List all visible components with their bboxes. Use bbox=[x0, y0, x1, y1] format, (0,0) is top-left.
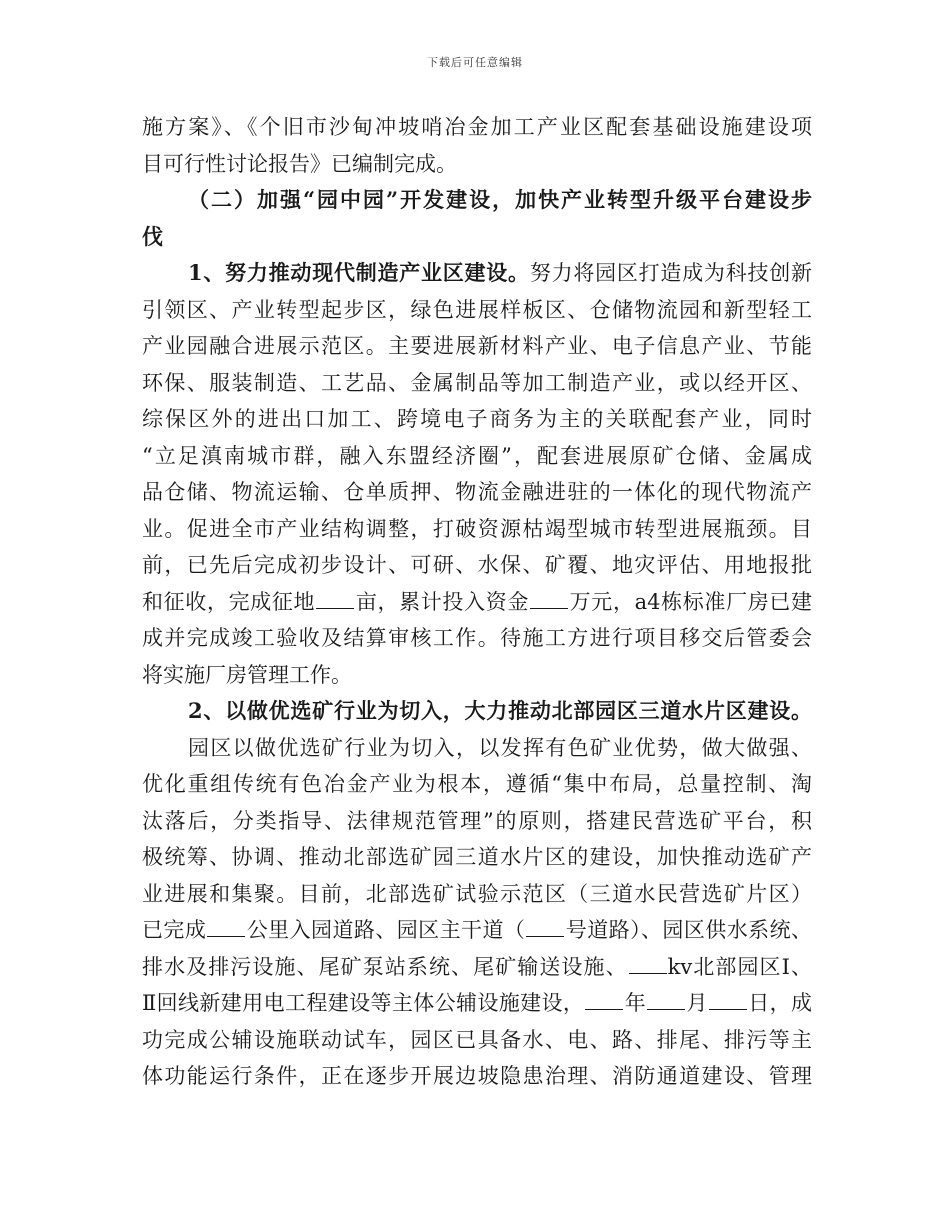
fill-blank bbox=[530, 588, 568, 609]
text-fragment: 日，成 bbox=[747, 991, 812, 1015]
text-fragment: Ⅱ回线新建用电工程建设等主体公辅设施建设， bbox=[142, 991, 585, 1015]
text-fragment: 和征收，完成征地 bbox=[142, 589, 316, 614]
text-line-with-blanks bbox=[142, 949, 812, 986]
fill-blank bbox=[316, 588, 354, 609]
text-fragment: kv北部园区Ⅰ、 bbox=[667, 954, 812, 979]
text-fragment: 万元，a4栋标准厂房已建 bbox=[569, 589, 813, 614]
text-fragment: 月 bbox=[686, 991, 708, 1015]
fill-blank bbox=[207, 916, 245, 937]
fill-blank bbox=[709, 989, 747, 1010]
text-line: 极统筹、协调、推动北部选矿园三道水片区的建设，加快推动选矿产 bbox=[142, 845, 812, 869]
text-line: 体功能运行条件，正在逐步开展边坡隐患治理、消防通道建设、管理 bbox=[142, 1064, 812, 1088]
text-line: 前，已先后完成初步设计、可研、水保、矿覆、地灾评估、用地报批 bbox=[142, 553, 812, 577]
fill-blank bbox=[585, 989, 623, 1010]
text-line: 将实施厂房管理工作。 bbox=[142, 662, 352, 687]
subsection-title: 1、努力推动现代制造产业区建设。 bbox=[188, 260, 530, 285]
text-fragment: 号道路）、园区供水系统、 bbox=[565, 918, 813, 942]
document-body bbox=[142, 109, 812, 1095]
text-line-with-blanks bbox=[142, 912, 812, 949]
text-line: “立足滇南城市群，融入东盟经济圈”，配套进展原矿仓储、金属成 bbox=[142, 443, 812, 468]
text-line: 优化重组传统有色冶金产业为根本，遵循“集中布局，总量控制、淘 bbox=[142, 772, 812, 796]
text-line: 园区以做优选矿行业为切入，以发挥有色矿业优势，做大做强、 bbox=[188, 735, 812, 760]
text-fragment: 努力将园区打造成为科技创新 bbox=[529, 261, 812, 285]
section-heading: （二）加强“园中园”开发建设，加快产业转型升级平台建设步 bbox=[188, 187, 812, 212]
text-line: 产业园融合进展示范区。主要进展新材料产业、电子信息产业、节能 bbox=[142, 334, 812, 358]
text-fragment: 排水及排污设施、尾矿泵站系统、尾矿输送设施、 bbox=[142, 954, 628, 979]
text-line: 引领区、产业转型起步区，绿色进展样板区、仓储物流园和新型轻工 bbox=[142, 297, 812, 322]
text-line: 业进展和集聚。目前，北部选矿试验示范区（三道水民营选矿片区） bbox=[142, 881, 812, 906]
subsection-title: 2、以做优选矿行业为切入，大力推动北部园区三道水片区建设。 bbox=[188, 698, 812, 723]
text-line: 成并完成竣工验收及结算审核工作。待施工方进行项目移交后管委会 bbox=[142, 626, 812, 650]
text-line: 目可行性讨论报告》已编制完成。 bbox=[142, 151, 457, 176]
text-line: 环保、服装制造、工艺品、金属制品等加工制造产业，或以经开区、 bbox=[142, 370, 812, 395]
text-line-with-blanks bbox=[142, 985, 812, 1022]
fill-blank bbox=[647, 989, 685, 1010]
text-line: 品仓储、物流运输、仓单质押、物流金融进驻的一体化的现代物流产 bbox=[142, 480, 812, 504]
text-fragment: 年 bbox=[624, 991, 647, 1015]
text-line: 汰落后，分类指导、法律规范管理”的原则，搭建民营选矿平台，积 bbox=[142, 808, 812, 833]
fill-blank bbox=[629, 953, 667, 974]
page-header: 下载后可任意编辑 bbox=[427, 56, 523, 69]
section-heading-cont: 伐 bbox=[142, 223, 163, 249]
text-fragment: 已完成 bbox=[142, 918, 207, 942]
text-line: 功完成公辅设施联动试车，园区已具备水、电、路、排尾、排污等主 bbox=[142, 1027, 812, 1052]
fill-blank bbox=[526, 916, 564, 937]
text-fragment: 公里入园道路、园区主干道（ bbox=[246, 918, 526, 942]
text-fragment: 亩，累计投入资金 bbox=[355, 589, 530, 614]
subsection-first-line bbox=[142, 255, 812, 292]
text-line: 施方案》、《个旧市沙甸冲坡哨冶金加工产业区配套基础设施建设项 bbox=[142, 115, 812, 139]
text-line: 综保区外的进出口加工、跨境电子商务为主的关联配套产业，同时 bbox=[142, 407, 812, 431]
text-line: 业。促进全市产业结构调整，打破资源枯竭型城市转型进展瓶颈。目 bbox=[142, 516, 812, 541]
text-line-with-blanks bbox=[142, 584, 812, 621]
